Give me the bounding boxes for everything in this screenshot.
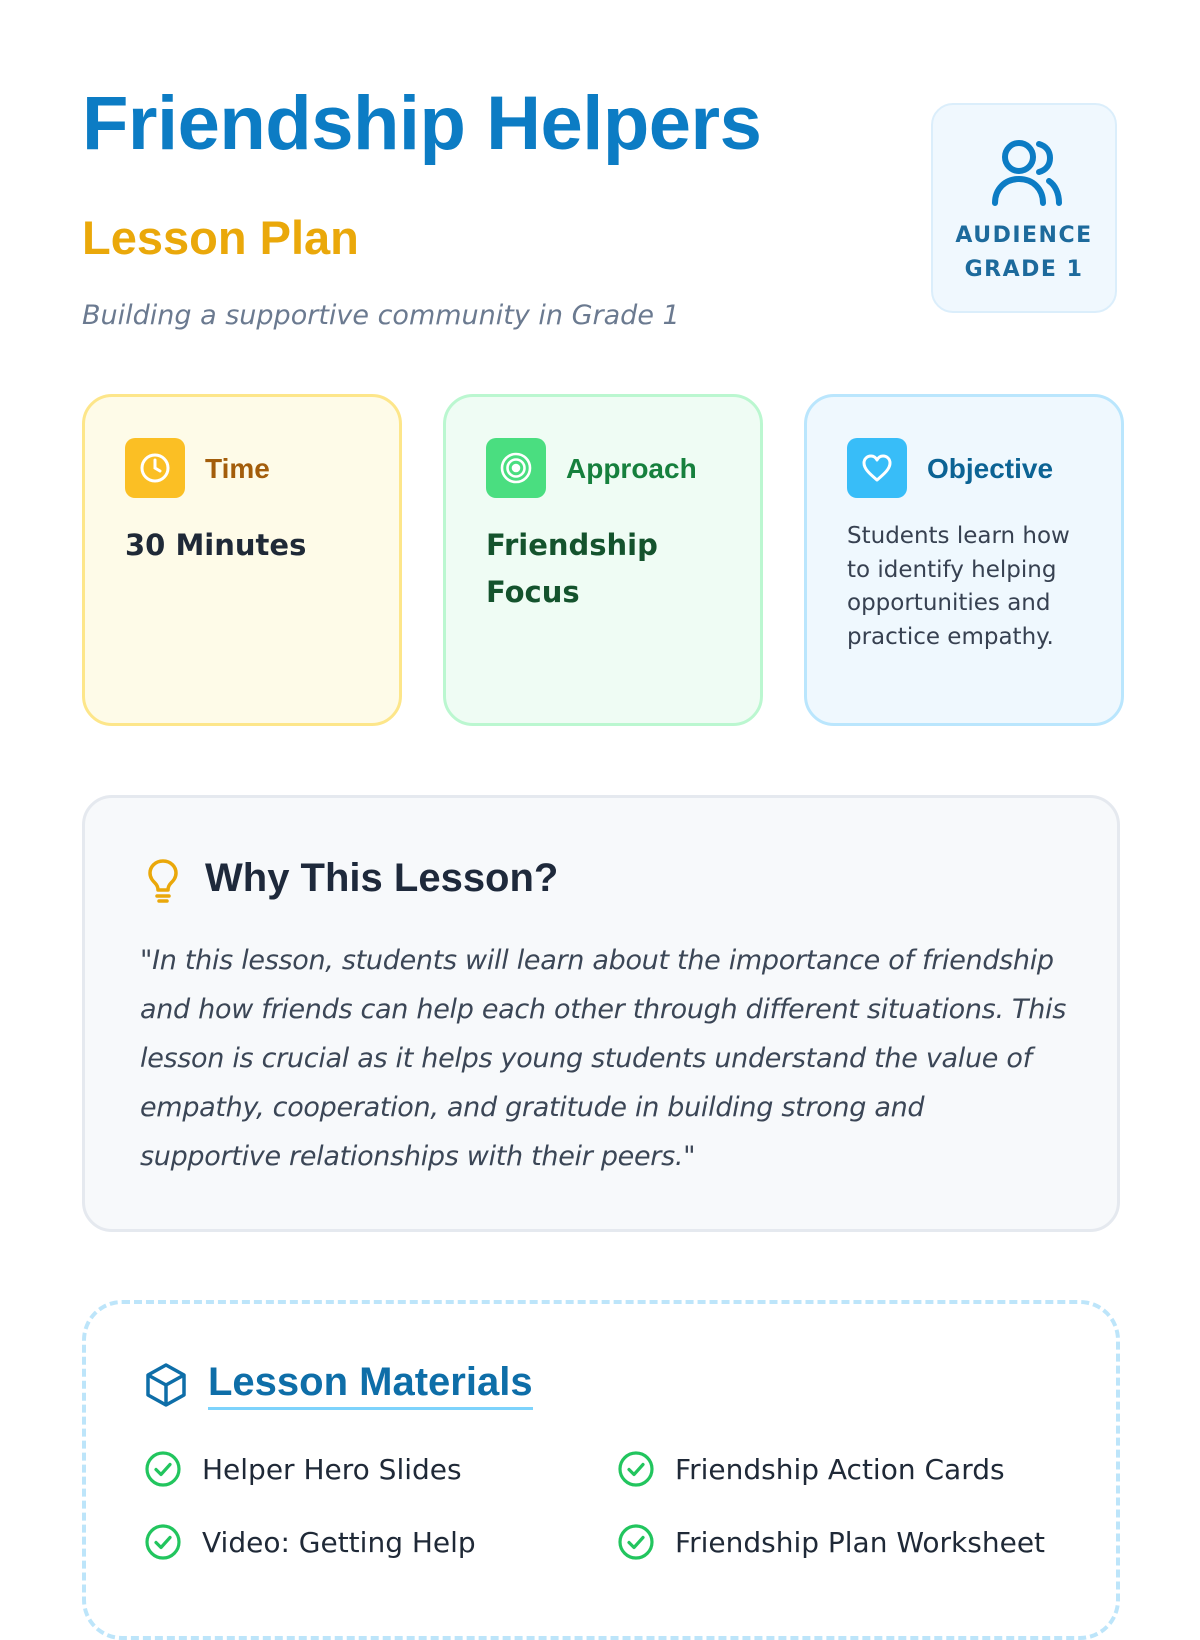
time-card <box>82 394 402 726</box>
check-circle-icon <box>144 1450 182 1488</box>
check-circle-icon <box>617 1450 655 1488</box>
why-quote: "In this lesson, students will learn about the importance of friendship and how friends can help each other through different situations. This lesson is crucial as it helps young students understand the value of empathy, cooperation, and gratitude in building strong and supportive relationships with their peers." <box>140 945 1066 1172</box>
why-this-lesson-section <box>82 795 1120 1232</box>
check-circle-icon <box>617 1523 655 1561</box>
audience-value: GRADE 1 <box>964 257 1084 282</box>
list-item <box>617 1523 1045 1561</box>
material-label: Helper Hero Slides <box>202 1452 462 1486</box>
material-label: Video: Getting Help <box>202 1525 476 1559</box>
page-subtitle: Lesson Plan <box>82 211 359 264</box>
time-value: 30 Minutes <box>125 528 307 562</box>
objective-description: Students learn how to identify helping opportunities and practice empathy. <box>847 523 1070 650</box>
objective-card <box>804 394 1124 726</box>
list-item <box>144 1523 476 1561</box>
why-heading: Why This Lesson? <box>205 856 559 900</box>
users-icon <box>989 137 1065 209</box>
page-title: Friendship Helpers <box>82 81 762 166</box>
materials-heading: Lesson Materials <box>208 1360 533 1410</box>
check-circle-icon <box>144 1523 182 1561</box>
approach-value: Friendship Focus <box>486 528 658 609</box>
target-icon <box>486 438 546 498</box>
audience-badge <box>931 103 1117 313</box>
audience-label: AUDIENCE <box>955 223 1093 248</box>
box-icon <box>144 1362 188 1408</box>
list-item <box>144 1450 462 1488</box>
material-label: Friendship Plan Worksheet <box>675 1525 1046 1559</box>
lesson-materials-section <box>82 1300 1120 1640</box>
page-tagline: Building a supportive community in Grade 1 <box>82 300 680 331</box>
time-label: Time <box>205 453 270 484</box>
lightbulb-icon <box>143 858 183 904</box>
clock-icon <box>125 438 185 498</box>
approach-card <box>443 394 763 726</box>
objective-label: Objective <box>927 453 1054 484</box>
heart-icon <box>847 438 907 498</box>
approach-label: Approach <box>566 453 697 484</box>
list-item <box>617 1450 1005 1488</box>
material-label: Friendship Action Cards <box>675 1452 1005 1486</box>
